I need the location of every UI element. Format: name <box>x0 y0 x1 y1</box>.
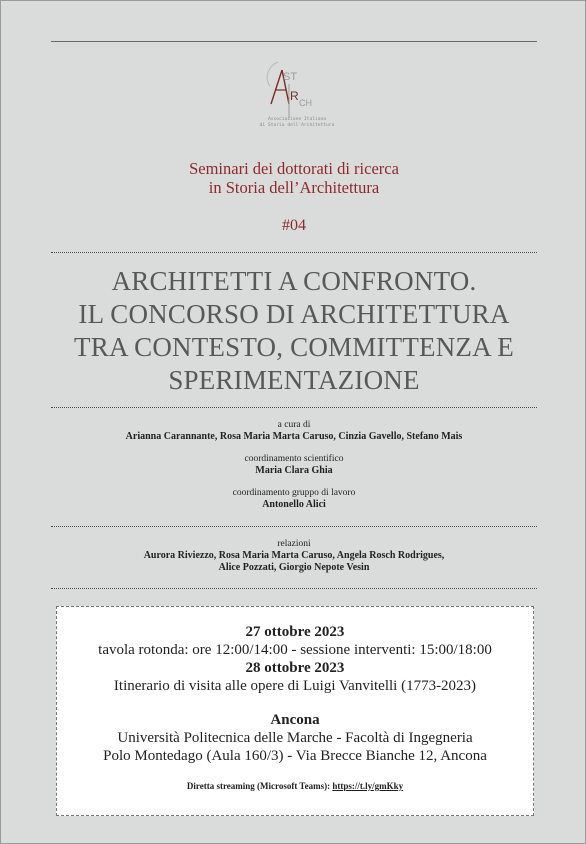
divider-3 <box>51 526 537 527</box>
streaming-label: Diretta streaming (Microsoft Teams): <box>186 781 331 791</box>
group-name: Antonello Alici <box>262 499 326 510</box>
talks-block <box>51 539 537 574</box>
logo-letter-r: R <box>290 89 299 103</box>
talks-label: relazioni <box>277 539 311 549</box>
curators-label: a cura di <box>277 420 311 430</box>
venue-line2: Polo Montedago (Aula 160/3) - Via Brecce Bianche 12, Ancona <box>103 748 487 764</box>
logo-caption <box>239 117 355 129</box>
logo-letters-st: ST <box>283 71 298 83</box>
seminar-number: #04 <box>282 217 306 234</box>
title-line1: ARCHITETTI A CONFRONTO. <box>111 266 477 296</box>
logo-letters-ch: CH <box>299 98 312 108</box>
schedule <box>57 623 533 791</box>
talks-line2: Alice Pozzati, Giorgio Nepote Vesin <box>218 562 370 573</box>
talks-line1: Aurora Riviezzo, Rosa Maria Marta Caruso, Angela Rosch Rodrigues, <box>143 550 445 561</box>
curators-names: Arianna Carannante, Rosa Maria Marta Caruso, Cinzia Gavello, Stefano Mais <box>125 431 463 442</box>
schedule-2: Itinerario di visita alle opere di Luigi Vanvitelli (1773-2023) <box>113 678 477 694</box>
divider-1 <box>51 252 537 253</box>
schedule-1: tavola rotonda: ore 12:00/14:00 - sessione interventi: 15:00/18:00 <box>98 642 492 658</box>
date-2: 28 ottobre 2023 <box>245 660 345 676</box>
date-1: 27 ottobre 2023 <box>245 624 345 640</box>
event-info-box <box>56 606 534 816</box>
divider-4 <box>51 588 537 589</box>
group-label: coordinamento gruppo di lavoro <box>232 488 356 498</box>
logo-caption-line1: Associazione Italiana <box>267 117 327 122</box>
series-line1: Seminari dei dottorati di ricerca <box>189 159 399 178</box>
title-line2: IL CONCORSO DI ARCHITETTURA <box>78 299 510 329</box>
venue-line1: Università Politecnica delle Marche - Facoltà di Ingegneria <box>117 730 473 746</box>
city: Ancona <box>270 712 320 728</box>
credits-block <box>51 420 537 511</box>
scientific-name: Maria Clara Ghia <box>255 465 333 476</box>
top-rule <box>51 41 537 42</box>
series-title <box>51 159 537 197</box>
logo-caption-line2: di Storia dell'Architettura <box>259 123 335 128</box>
streaming-link[interactable]: https://t.ly/gmKky <box>332 781 404 791</box>
title-line4: SPERIMENTAZIONE <box>168 365 420 395</box>
event-title <box>51 265 537 397</box>
divider-2 <box>51 407 537 408</box>
scientific-label: coordinamento scientifico <box>244 454 344 464</box>
title-line3: TRA CONTESTO, COMMITTENZA E <box>74 332 514 362</box>
streaming-info <box>57 781 533 791</box>
series-line2: in Storia dell’Architettura <box>208 178 380 197</box>
